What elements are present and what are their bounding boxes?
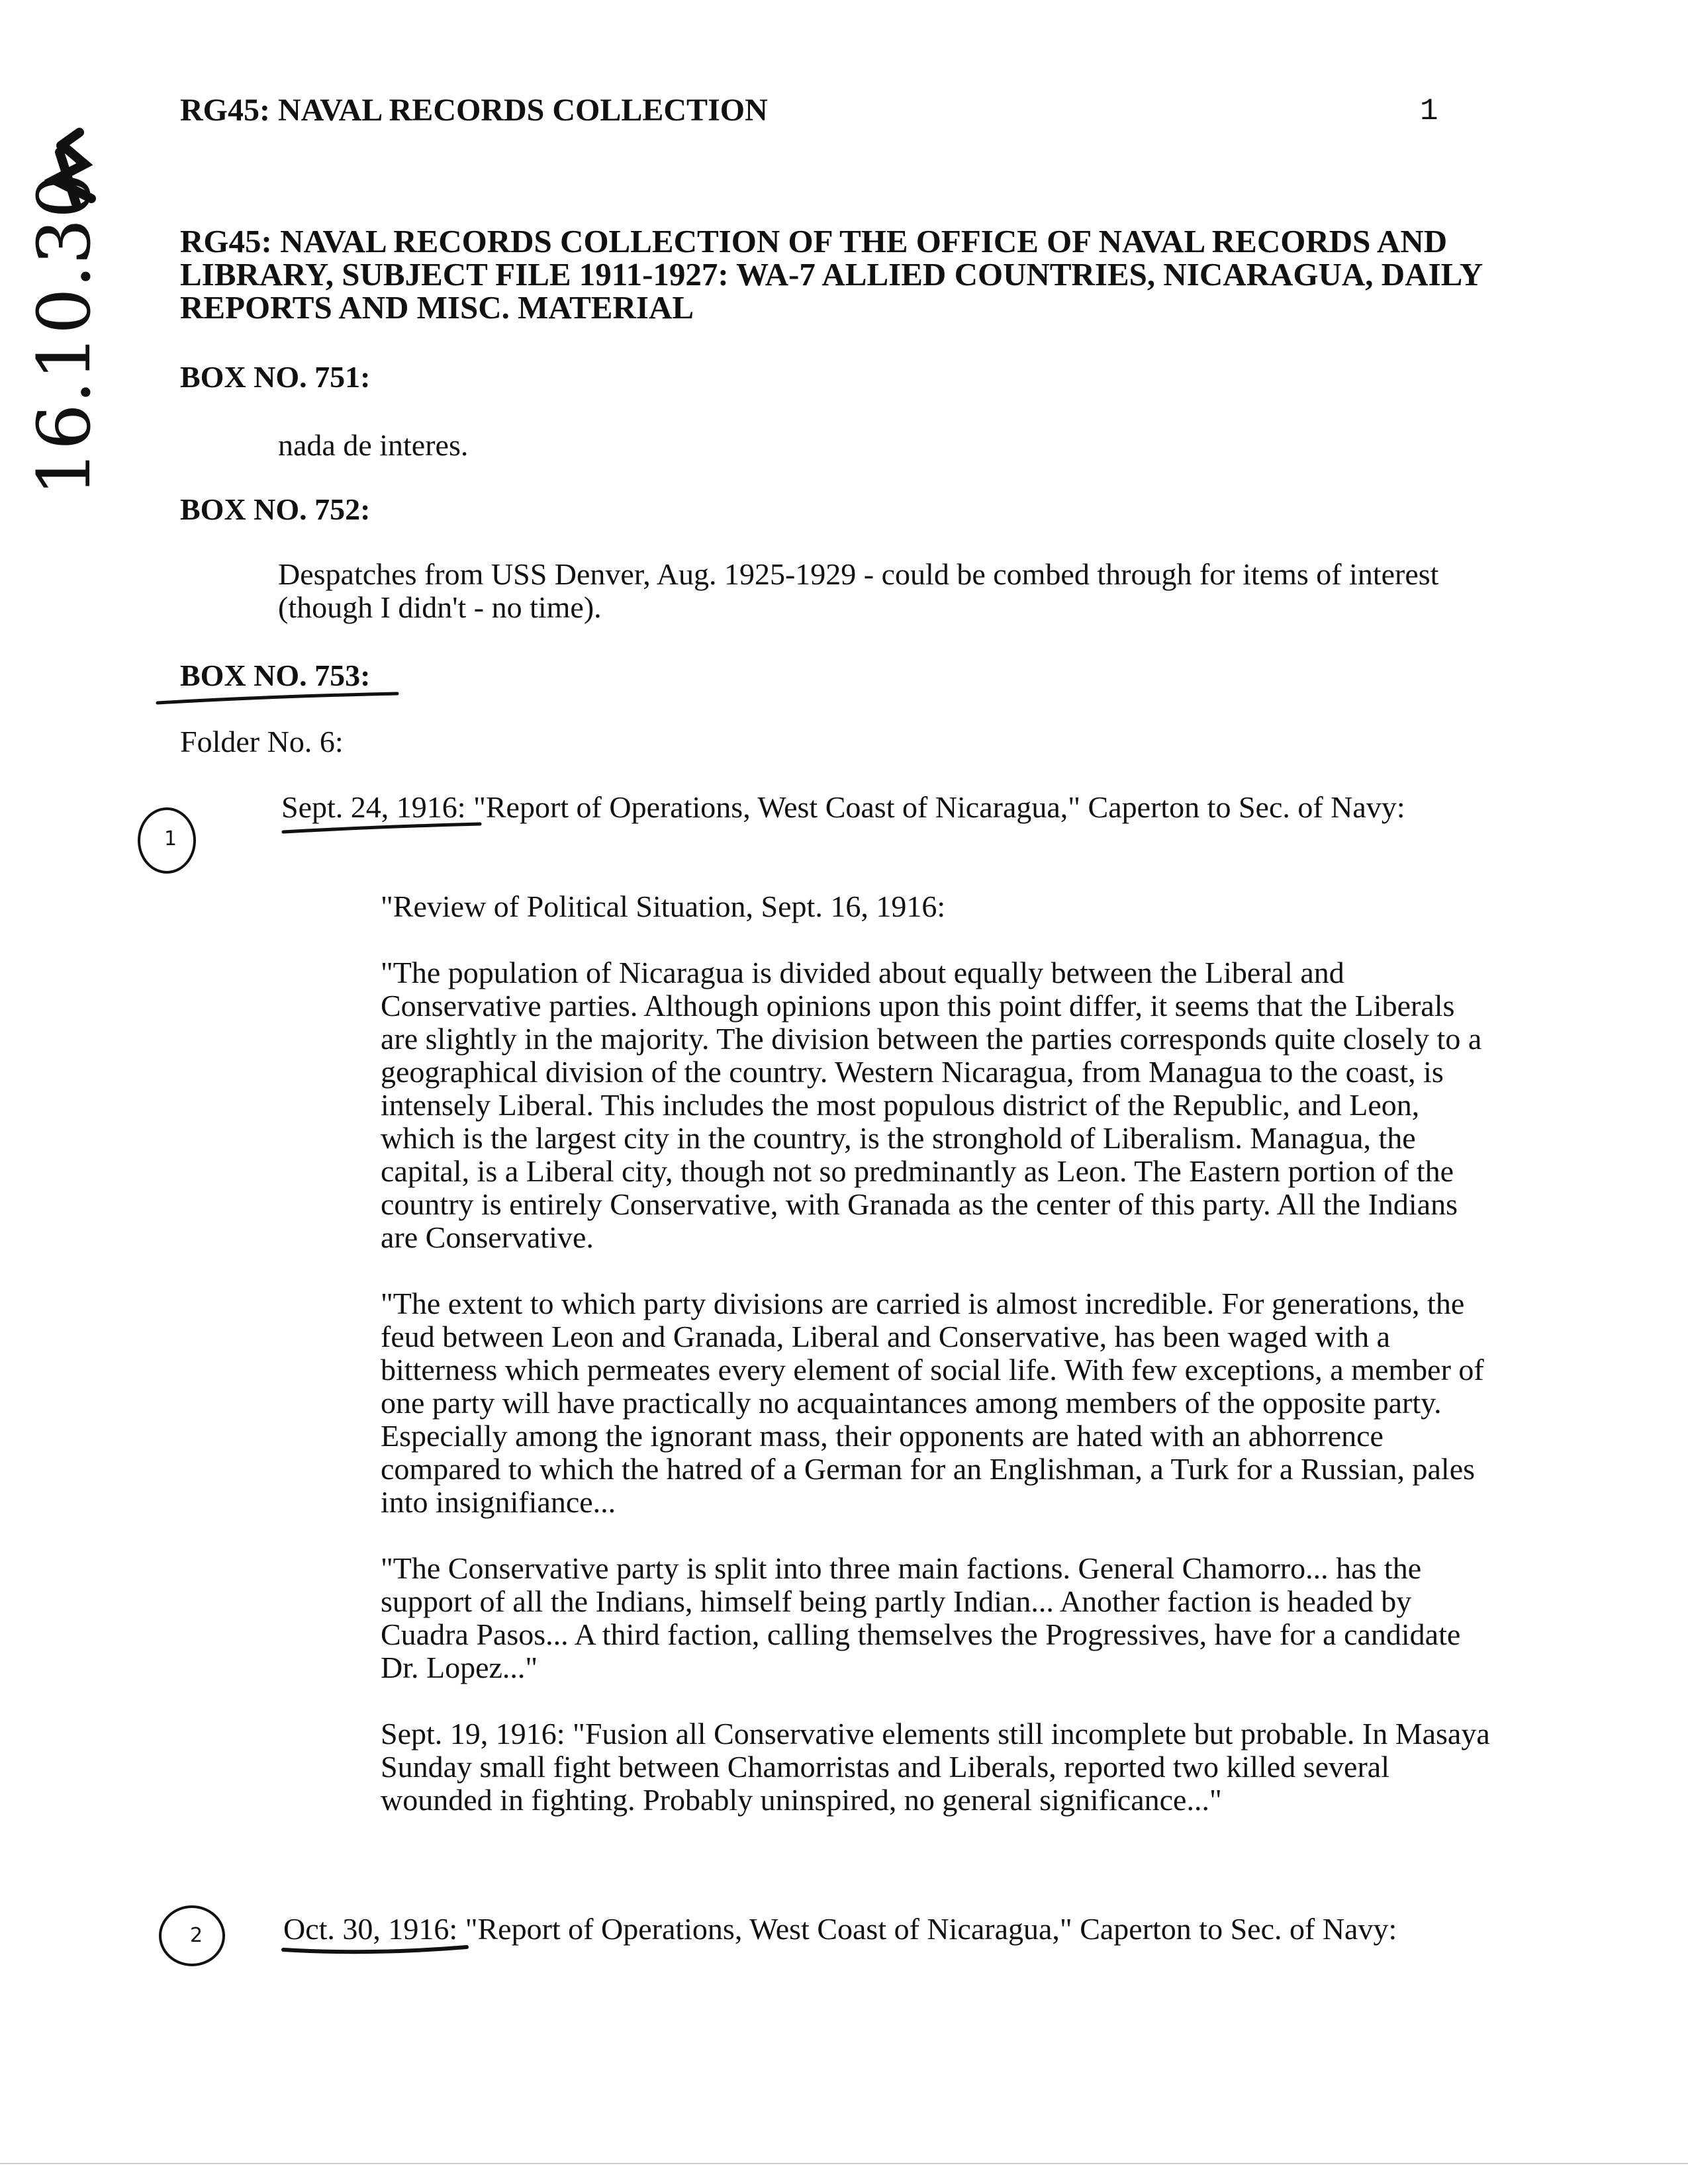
circled-number-1: [132, 804, 205, 877]
scan-edge-line: [0, 2163, 1688, 2164]
running-header: RG45: NAVAL RECORDS COLLECTION: [180, 93, 768, 128]
quote-paragraph-2: "The extent to which party divisions are carried is almost incredible. For generations, the feud between Leon and Granada, Liberal and Conservative, has been waged with a bitterness which permeates every element of social life. With few exceptions, a member of one party will have practically no acquaintances among members of the opposite party. Especially among the ignorant mass, their opponents are hated with an abhorrence compared to which the hatred of a German for an Englishman, a Turk for a Russian, pales into insignifiance...: [381, 1287, 1484, 1519]
entry-1-quote: [381, 890, 1499, 1817]
entry-2-heading: [283, 1913, 1574, 1946]
entry-1-date-underline: [278, 817, 490, 844]
circled-number-2: [149, 1899, 235, 1972]
svg-text:1: 1: [164, 827, 177, 850]
folder-label: Folder No. 6:: [180, 725, 344, 758]
page-number: 1: [1420, 94, 1438, 128]
box-753-underline: [152, 688, 404, 708]
box-752-note: Despatches from USS Denver, Aug. 1925-1929 - could be combed through for items of interest (though I didn't - no time).: [278, 557, 1439, 624]
quote-paragraph-1: "The population of Nicaragua is divided about equally between the Liberal and Conservative parties. Although opinions upon this point differ, it seems that the Liberals are slightly in the majority. The division between the parties corresponds quite closely to a geographical division of the country. Western Nicaragua, from Managua to the coast, is intensely Liberal. This includes the most populous district of the Republic, and Leon, which is the largest city in the country, is the stronghold of Liberalism. Managua, the capital, is a Liberal city, though not so predminantly as Leon. The Eastern portion of the country is entirely Conservative, with Granada as the center of this party. All the Indians are Conservative.: [381, 956, 1482, 1254]
box-751-heading: BOX NO. 751:: [180, 360, 371, 394]
box-753-heading: BOX NO. 753:: [180, 659, 371, 692]
margin-date-note: 16.10.30: [22, 172, 107, 496]
entry-1-date: Sept. 24, 1916:: [281, 790, 466, 824]
document-title: RG45: NAVAL RECORDS COLLECTION OF THE OFFICE OF NAVAL RECORDS AND LIBRARY, SUBJECT FILE 1911-1927: WA-7 ALLIED COUNTRIES, NICARAGUA, DAILY REPORTS AND MISC. MATERIAL: [180, 223, 1482, 326]
quote-paragraph-3: "The Conservative party is split into three main factions. General Chamorro... has the support of all the Indians, himself being partly Indian... Another faction is headed by Cuadra Pasos... A third faction, calling themselves the Progressives, have for a candidate Dr. Lopez...": [381, 1551, 1461, 1684]
svg-text:2: 2: [190, 1924, 203, 1947]
review-title: "Review of Political Situation, Sept. 16, 1916:: [381, 889, 946, 923]
entry-2-date-underline: [278, 1939, 477, 1966]
margin-mark-icon: [13, 126, 119, 523]
entry-1-description: "Report of Operations, West Coast of Nicaragua," Caperton to Sec. of Navy:: [465, 790, 1405, 824]
box-752-heading: BOX NO. 752:: [180, 492, 371, 526]
quote-paragraph-4: Sept. 19, 1916: "Fusion all Conservative elements still incomplete but probable. In Masaya Sunday small fight between Chamorristas and Liberals, reported two killed several wounded in fighting. Probably uninspired, no general significance...": [381, 1717, 1490, 1817]
box-751-note: nada de interes.: [278, 428, 469, 462]
entry-2-date: Oct. 30, 1916:: [283, 1912, 458, 1946]
entry-2-description: "Report of Operations, West Coast of Nicaragua," Caperton to Sec. of Navy:: [457, 1912, 1397, 1946]
margin-handwriting: [13, 126, 119, 523]
